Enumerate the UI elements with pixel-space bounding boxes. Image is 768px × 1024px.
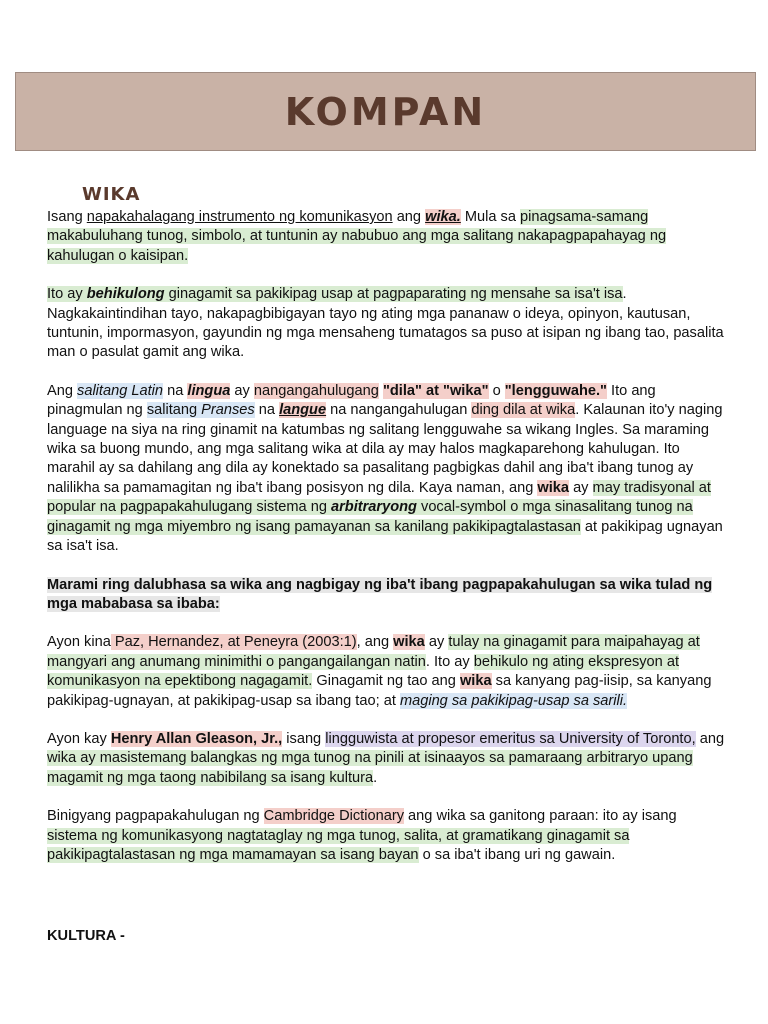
text: Isang — [47, 209, 87, 225]
highlight-text: salitang — [146, 402, 202, 419]
highlight-definition: vocal-symbol o mga sinasalitang tunog na ginagamit ng mga miyembro ng isang pamayanan sa kanilang pakikipagtalastasan — [47, 499, 693, 535]
highlight-text: nangangahulugang — [253, 382, 379, 399]
text: isang — [282, 730, 326, 747]
text: . Nagkakaintindihan tayo, nakapagbibigayan tayo ng ating mga pananaw o ideya, opinyon, kautusan, tuntunin, impormasyon, gayundin ng mga mensaheng tumatagos sa puso at isipan ng ibang tao, pasalita man o pasulat gamit ang wika. — [47, 286, 724, 361]
section-heading-kultura: KULTURA - — [47, 928, 125, 944]
section-heading-wika: WIKA — [82, 184, 141, 205]
highlight-definition: ginagamit sa pakikipag usap at pagpaparating ng mensahe sa isa't isa — [164, 286, 623, 303]
text: Ginagamit ng tao ang — [312, 673, 460, 690]
text: . Ito ay — [425, 653, 474, 670]
text: . Kalaunan ito'y naging language na siya na ring ginamit na katumbas ng salitang lengguwahe sa wikang Ingles. Sa maraming wika sa buong mundo, ang mga salitang wika at dila ay may halos magkaparehong kahulugan. Ito marahil ay sa dahilang ang dila ay konektado sa pasalitang pagbigkas dahil ang iba't ibang tunog ay nalilikha sa pamamagitan ng iba't ibang posisyon ng dila. Kaya naman, ang — [47, 402, 723, 496]
text: na — [163, 382, 188, 399]
text: o sa iba't ibang uri ng gawain. — [418, 846, 616, 863]
paragraph-3 — [47, 382, 727, 557]
text: Ayon kina — [47, 634, 111, 651]
paragraph-6 — [47, 730, 727, 788]
text: Ang — [47, 382, 78, 399]
text: Binigyang pagpapakahulugan ng — [47, 808, 264, 825]
highlight-term: langue — [279, 402, 327, 419]
underlined-text: napakahalagang instrumento ng komunikasyon — [86, 209, 393, 225]
text: o — [488, 382, 505, 399]
highlight-definition: behikulo ng ating ekspresyon at komunikasyon na epektibong nagagamit. — [47, 653, 680, 690]
paragraph-2 — [47, 285, 727, 363]
highlight-definition: pinagsama-samang makabuluhang tunog, simbolo, at tuntunin ay nabubuo ang mga salitang nakapagpapahayag ng kahulugan o kaisipan. — [47, 209, 667, 264]
text: at pakikipag ugnayan sa isa't isa. — [47, 518, 723, 555]
paragraph-7 — [47, 807, 727, 865]
text: na — [254, 402, 280, 419]
text: Ito ay — [47, 286, 87, 303]
text: ay — [230, 382, 254, 399]
paragraph-4 — [47, 576, 727, 615]
highlight-text: ding dila at wika — [471, 402, 576, 419]
highlight-bold-intro: Marami ring dalubhasa sa wika ang nagbigay ng iba't ibang pagpapakahulugan sa wika tulad ng mga mababasa sa ibaba: — [47, 576, 713, 612]
text: Mula sa — [460, 209, 521, 225]
text: Ayon kay — [47, 730, 111, 747]
highlight-title: lingguwista at propesor emeritus sa University of Toronto, — [325, 730, 696, 747]
highlight-term: "dila" at "wika" — [382, 382, 489, 399]
highlight-term: wika — [459, 673, 492, 690]
text: Ito ang pinagmulan ng — [47, 382, 656, 419]
highlight-definition: wika ay masistemang balangkas ng mga tunog na pinili at isinaayos sa pamaraang arbitraryo upang magamit ng mga taong nabibilang sa isang kultura — [47, 750, 693, 786]
text: ay — [424, 634, 449, 651]
highlight-definition: sistema ng komunikasyong nagtataglay ng mga tunog, salita, at gramatikang ginagamit sa pakikipagtalastasan ng mga mamamayan sa isang bayan — [47, 827, 630, 863]
highlight-definition: may tradisyonal at popular na pagpapakahulugang sistema ng — [47, 479, 711, 516]
highlight-term: lingua — [187, 382, 231, 399]
text: . — [373, 769, 378, 786]
document-body — [47, 208, 727, 884]
title-banner — [15, 72, 756, 151]
text: , ang — [356, 634, 394, 651]
document-title: KOMPAN — [284, 89, 487, 134]
highlight-term: Pranses — [201, 402, 255, 419]
text: ang — [695, 730, 725, 747]
highlight-term: behikulong — [86, 286, 165, 303]
paragraph-1 — [47, 208, 727, 266]
text: ang wika sa ganitong paraan: ito ay isang — [404, 808, 677, 825]
text: ay — [569, 479, 593, 496]
paragraph-5 — [47, 633, 727, 711]
highlight-author: Henry Allan Gleason, Jr., — [110, 730, 283, 747]
text: na nangangahulugan — [326, 402, 472, 419]
highlight-authors: Paz, Hernandez, at Peneyra (2003:1) — [110, 634, 357, 651]
highlight-term-wika: wika. — [425, 209, 461, 225]
highlight-term: "lengguwahe." — [504, 382, 607, 399]
highlight-definition: tulay na ginagamit para maipahayag at mangyari ang anumang minimithi o pangangailangan natin — [47, 634, 700, 670]
highlight-source: Cambridge Dictionary — [263, 808, 404, 825]
text: sa kanyang pag-iisip, sa kanyang pakikipag-ugnayan, at pakikipag-usap sa ibang tao; at — [47, 673, 712, 709]
highlight-term: wika — [393, 634, 425, 651]
highlight-term: arbitraryong — [331, 499, 417, 516]
highlight-term: wika — [537, 479, 570, 496]
highlight-latin: salitang Latin — [77, 382, 164, 399]
highlight-text: maging sa pakikipag-usap sa sarili. — [399, 692, 628, 709]
text: ang — [392, 209, 426, 225]
